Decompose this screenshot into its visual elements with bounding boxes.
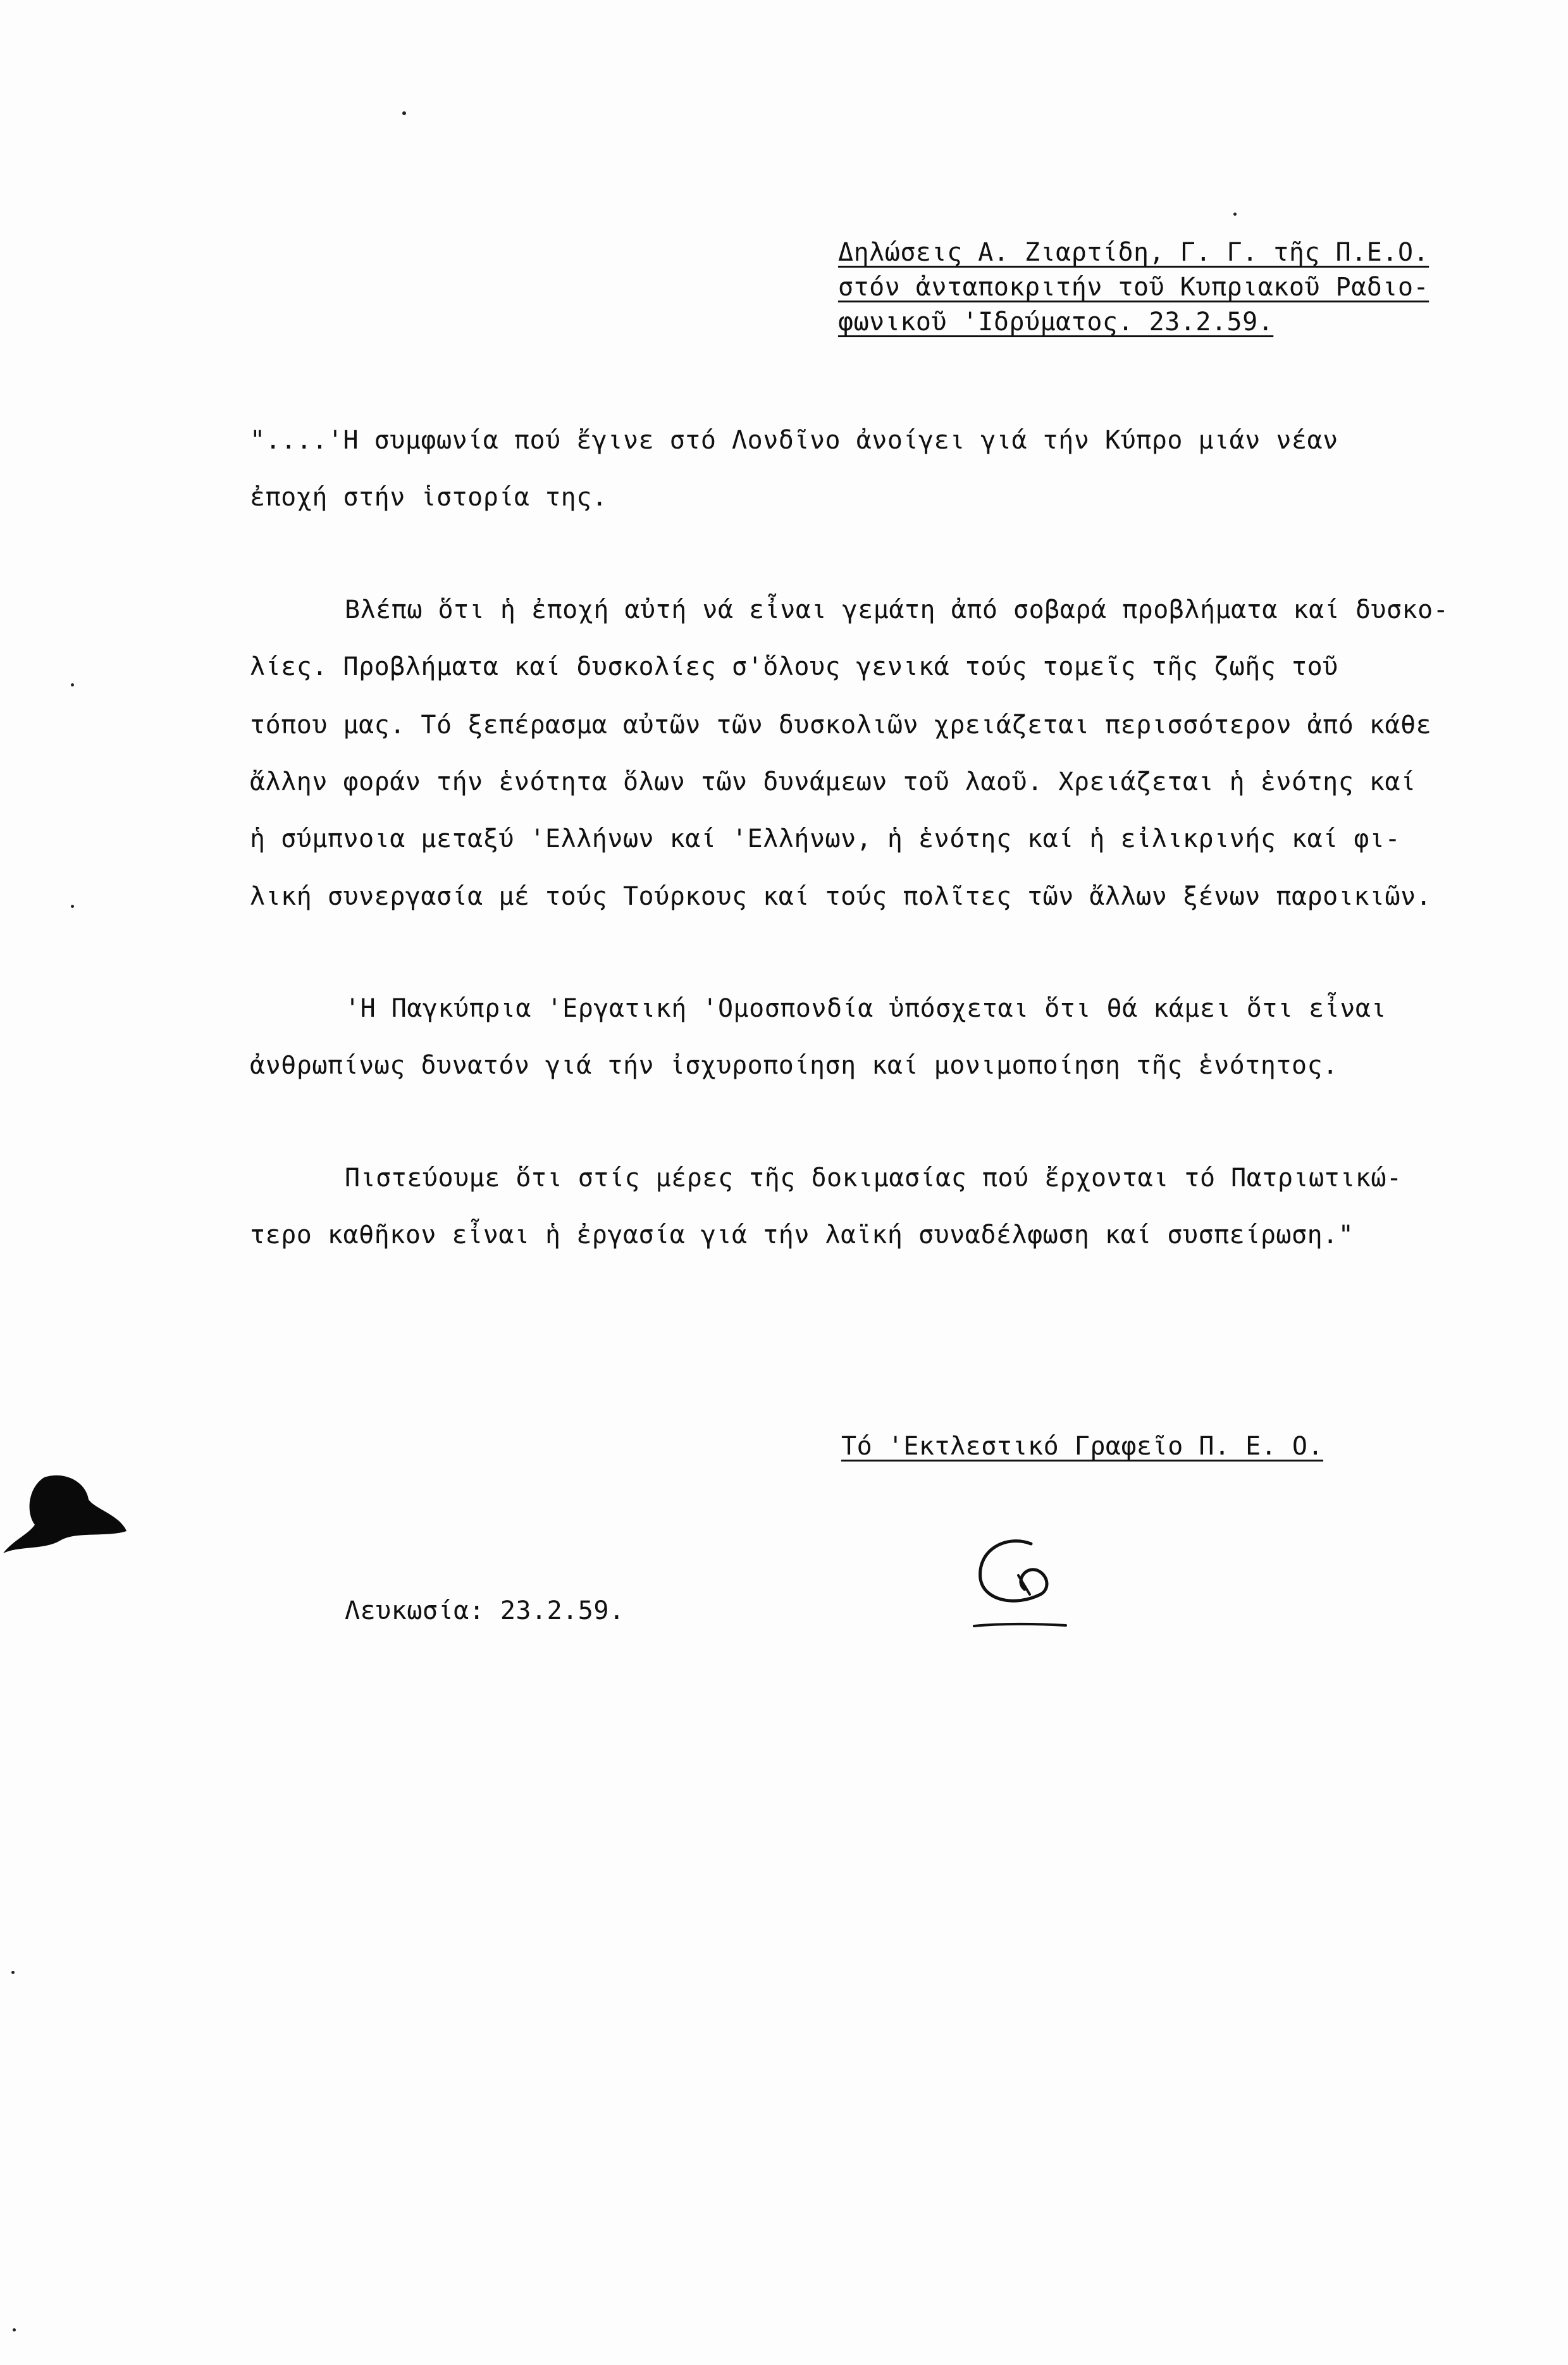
paragraph-2-line-2: λίες. Προβλήματα καί δυσκολίες σ'ὅλους γενικά τούς τομεῖς τῆς ζωῆς τοῦ: [250, 652, 1338, 681]
paragraph-2-line-4: ἄλλην φοράν τήν ἑνότητα ὅλων τῶν δυνάμεων τοῦ λαοῦ. Χρειάζεται ἡ ἑνότης καί: [250, 767, 1416, 797]
paragraph-2-line-5: ἡ σύμπνοια μεταξύ 'Ελλήνων καί 'Ελλήνων, ἡ ἑνότης καί ἡ εἰλικρινής καί φι-: [250, 824, 1401, 854]
paragraph-1-line-1: "....'Η συμφωνία πού ἔγινε στό Λονδῖνο ἀνοίγει γιά τήν Κύπρο μιάν νέαν: [250, 426, 1338, 455]
paragraph-2-line-6: λική συνεργασία μέ τούς Τούρκους καί τούς πολῖτες τῶν ἄλλων ξένων παροικιῶν.: [250, 882, 1432, 911]
scan-speck: [11, 1971, 15, 1974]
header-line-1: Δηλώσεις Α. Ζιαρτίδη, Γ. Γ. τῆς Π.Ε.Ο.: [838, 238, 1429, 267]
header-line-3: φωνικοῦ 'Ιδρύματος. 23.2.59.: [838, 307, 1274, 337]
paragraph-2-line-3: τόπου μας. Τό ξεπέρασμα αὐτῶν τῶν δυσκολιῶν χρειάζεται περισσότερον ἀπό κάθε: [250, 711, 1432, 740]
paragraph-2-line-1: Βλέπω ὅτι ἡ ἐποχή αὐτή νά εἶναι γεμάτη ἀπό σοβαρά προβλήματα καί δυσκο-: [345, 595, 1449, 624]
paragraph-4-line-2: τερο καθῆκον εἶναι ἡ ἐργασία γιά τήν λαϊκή συναδέλφωση καί συσπείρωση.": [250, 1220, 1354, 1250]
handwritten-signature: [955, 1531, 1082, 1639]
scan-speck: [13, 2328, 16, 2331]
paragraph-4-line-1: Πιστεύουμε ὅτι στίς μέρες τῆς δοκιμασίας πού ἔρχονται τό Πατριωτικώ-: [345, 1164, 1402, 1193]
ink-blot: [0, 1471, 139, 1566]
scan-speck: [71, 905, 74, 908]
scan-speck: [71, 683, 74, 686]
header-line-2: στόν ἀνταποκριτήν τοῦ Κυπριακοῦ Ραδιο-: [838, 273, 1429, 302]
paragraph-1-line-2: ἐποχή στήν ἱστορία της.: [250, 483, 608, 512]
paragraph-3-line-1: 'Η Παγκύπρια 'Εργατική 'Ομοσπονδία ὑπόσχεται ὅτι θά κάμει ὅτι εἶναι: [345, 994, 1386, 1023]
scan-speck: [402, 111, 406, 115]
place-date: Λευκωσία: 23.2.59.: [345, 1596, 625, 1625]
signing-office: Τό 'Εκτλεστικό Γραφεῖο Π. Ε. Ο.: [841, 1432, 1324, 1461]
scan-speck: [1233, 213, 1237, 216]
paragraph-3-line-2: ἀνθρωπίνως δυνατόν γιά τήν ἰσχυροποίηση καί μονιμοποίηση τῆς ἑνότητος.: [250, 1051, 1338, 1080]
